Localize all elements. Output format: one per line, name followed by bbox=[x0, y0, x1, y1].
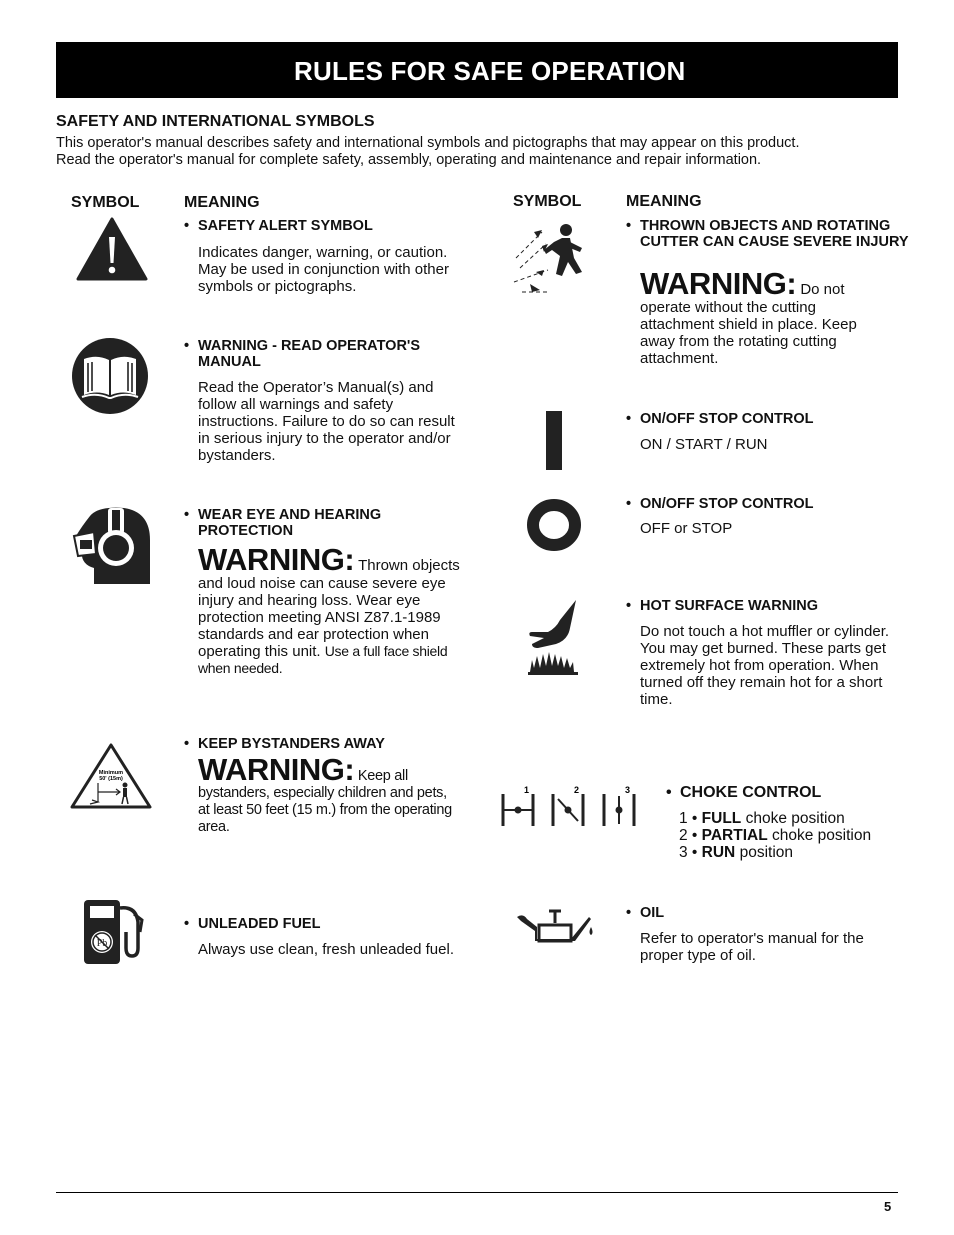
thrown-warning-lead: Do not bbox=[800, 281, 845, 298]
oil-can-icon bbox=[515, 905, 597, 945]
section-title: SAFETY AND INTERNATIONAL SYMBOLS bbox=[56, 113, 375, 130]
page-number: 5 bbox=[884, 1199, 892, 1214]
off-text: OFF or STOP bbox=[640, 520, 733, 537]
bystanders-warning-text: bystanders, especially children and pets, at least 50 feet (15 m.) from the operating area. bbox=[198, 785, 452, 835]
bystanders-icon-label1: Minimum bbox=[98, 770, 124, 776]
intro-text bbox=[56, 135, 898, 168]
eye-ear-protection-icon bbox=[72, 506, 152, 586]
symbol-header-left: SYMBOL bbox=[71, 194, 140, 211]
thrown-objects-icon bbox=[512, 218, 592, 298]
read-manual-icon bbox=[71, 337, 149, 415]
symbol-header-right: SYMBOL bbox=[513, 193, 582, 210]
eye-warning-tail: Use a full face shield when needed. bbox=[198, 643, 448, 676]
safety-alert-icon bbox=[76, 215, 148, 283]
oil-title: • OIL bbox=[626, 905, 910, 921]
eye-warning-word: WARNING: bbox=[198, 542, 355, 577]
intro-line-2: Read the operator's manual for complete safety, assembly, operating and maintenance and repair information. bbox=[56, 151, 762, 168]
on-title: • ON/OFF STOP CONTROL bbox=[626, 411, 910, 427]
manual-text: Read the Operator’s Manual(s) and follow all warnings and safety instructions. Failure to do so can result in serious injury to the operator and/or bystanders. bbox=[198, 379, 455, 464]
bystanders-icon-label2: 50' (15m) bbox=[99, 776, 123, 782]
bystanders-warning-lead: Keep all bbox=[357, 768, 408, 784]
bystanders-warning-block bbox=[198, 752, 460, 836]
fuel-title: • UNLEADED FUEL bbox=[184, 916, 468, 932]
choke-position-2: 2 • PARTIAL choke position bbox=[679, 827, 872, 844]
choke-icon-number-2: 2 bbox=[574, 785, 580, 795]
choke-icon-number-1: 1 bbox=[524, 785, 530, 795]
intro-line-1: This operator's manual describes safety and international symbols and pictographs that may appear on this product. bbox=[56, 135, 800, 151]
hot-text: Do not touch a hot muffler or cylinder. You may get burned. These parts get extremely hot from operation. When turned off they remain hot for a short time. bbox=[640, 623, 890, 708]
eye-warning-lead: Thrown bbox=[358, 557, 409, 574]
page-title: RULES FOR SAFE OPERATION bbox=[294, 56, 686, 86]
choke-position-1: 1 • FULL choke position bbox=[679, 810, 845, 827]
oil-text: Refer to operator's manual for the proper type of oil. bbox=[640, 930, 864, 964]
choke-title: • CHOKE CONTROL bbox=[666, 784, 910, 802]
manual-title: • WARNING - READ OPERATOR'S MANUAL bbox=[184, 338, 473, 370]
bystanders-warning-word: WARNING: bbox=[198, 752, 355, 787]
fuel-text: Always use clean, fresh unleaded fuel. bbox=[198, 941, 454, 958]
eye-warning-block bbox=[198, 542, 460, 677]
thrown-warning-word: WARNING: bbox=[640, 266, 797, 301]
on-symbol-icon bbox=[545, 410, 565, 472]
thrown-title: • THROWN OBJECTS AND ROTATING CUTTER CAN CAUSE SEVERE INJURY bbox=[626, 218, 910, 250]
thrown-warning-block bbox=[640, 266, 885, 367]
fuel-pump-icon bbox=[82, 898, 146, 966]
meaning-header-right: MEANING bbox=[626, 193, 702, 210]
alert-text: Indicates danger, warning, or caution. May be used in conjunction with other symbols or pictographs. bbox=[198, 244, 449, 295]
fuel-icon-label: Pb bbox=[96, 938, 108, 949]
choke-position-3: 3 • RUN position bbox=[679, 844, 794, 861]
thrown-warning-text: operate without the cutting attachment shield in place. Keep away from the rotating cutting attachment. bbox=[640, 299, 857, 367]
meaning-header-left: MEANING bbox=[184, 194, 260, 211]
bystanders-title: • KEEP BYSTANDERS AWAY bbox=[184, 736, 468, 752]
on-text: ON / START / RUN bbox=[640, 436, 768, 453]
hot-title: • HOT SURFACE WARNING bbox=[626, 598, 910, 614]
choke-positions bbox=[679, 810, 909, 861]
off-title: • ON/OFF STOP CONTROL bbox=[626, 496, 910, 512]
eye-warning-text: objects and loud noise can cause severe eye injury and hearing loss. Wear eye protection meeting ANSI Z87.1-1989 standards and ear protection when operating this unit. bbox=[198, 557, 460, 660]
alert-title: • SAFETY ALERT SYMBOL bbox=[184, 218, 478, 234]
footer-divider bbox=[56, 1192, 898, 1193]
hot-surface-icon bbox=[524, 598, 580, 680]
off-symbol-icon bbox=[527, 497, 583, 553]
choke-control-icon bbox=[500, 782, 640, 832]
eye-title: • WEAR EYE AND HEARING PROTECTION bbox=[184, 507, 468, 539]
choke-icon-number-3: 3 bbox=[625, 785, 631, 795]
bystanders-warning-icon bbox=[70, 742, 152, 810]
